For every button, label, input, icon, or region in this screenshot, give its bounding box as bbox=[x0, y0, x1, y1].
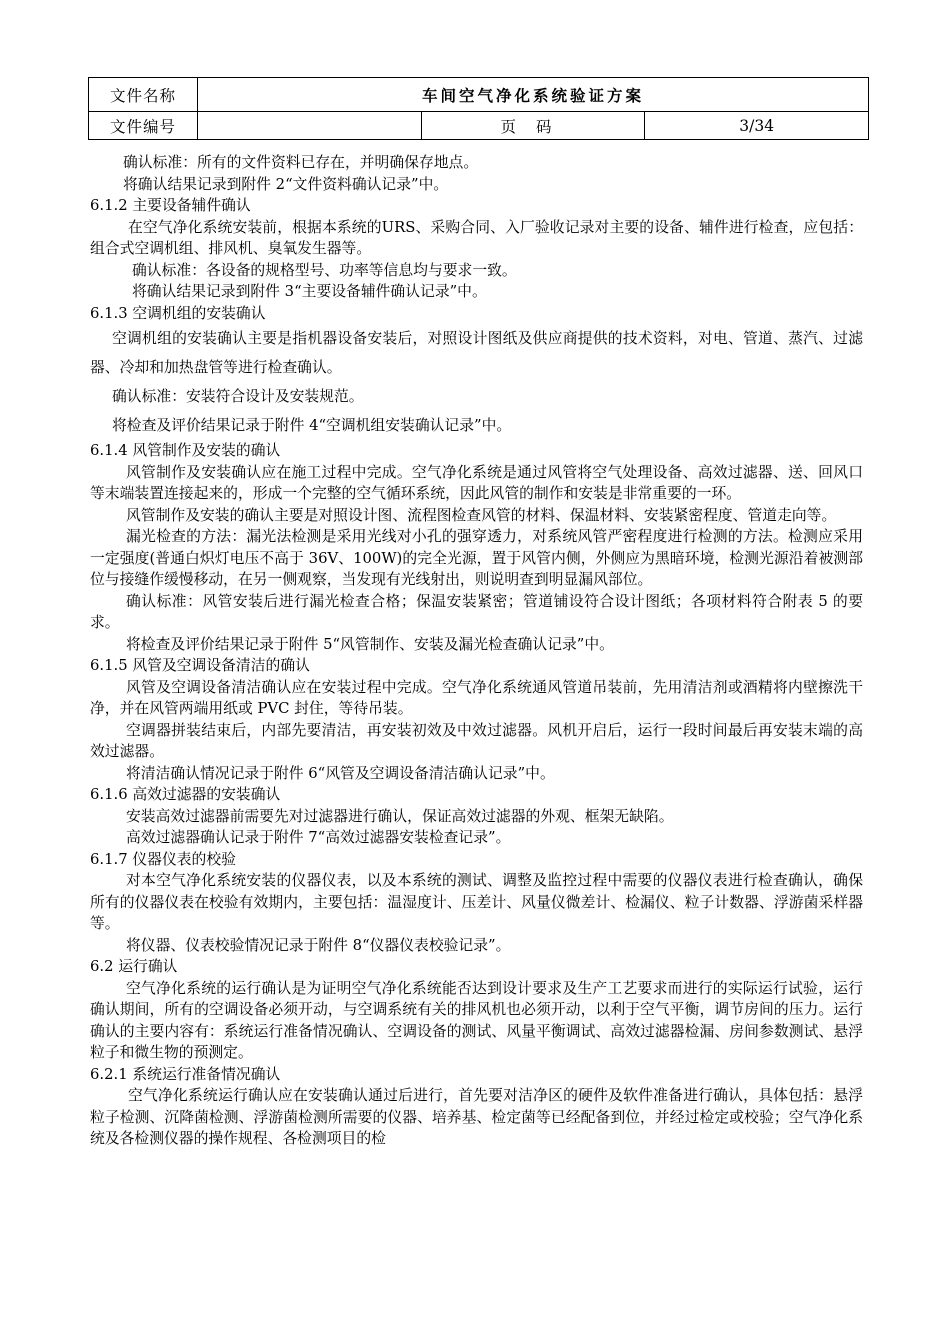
section-heading: 6.1.3 空调机组的安装确认 bbox=[90, 304, 266, 322]
doc-no-value bbox=[198, 112, 422, 140]
paragraph: 风管制作及安装确认应在施工过程中完成。空气净化系统是通过风管将空气处理设备、高效过滤器、送、回风口等末端装置连接起来的，形成一个完整的空气循环系统，因此风管的制作和安装是非常重要的一环。 bbox=[90, 463, 863, 502]
paragraph: 将清洁确认情况记录于附件 6“风管及空调设备清洁确认记录”中。 bbox=[126, 764, 555, 782]
paragraph: 漏光检查的方法：漏光法检测是采用光线对小孔的强穿透力，对系统风管严密程度进行检测的方法。检测应采用一定强度(普通白炽灯电压不高于 36V、100W)的完全光源，置于风管内侧，外侧应为黑暗环境，检测光源沿着被测部位与接缝作缓慢移动，在另一侧观察，当发现有光线射出，则说明查到明显漏风部位。 bbox=[90, 528, 863, 588]
page-label: 页码 bbox=[421, 112, 645, 140]
section-heading: 6.1.5 风管及空调设备清洁的确认 bbox=[90, 657, 310, 674]
page-number: 3/34 bbox=[645, 112, 869, 140]
paragraph: 确认标准：风管安装后进行漏光检查合格；保温安装紧密；管道铺设符合设计图纸；各项材料符合附表 5 的要求。 bbox=[90, 592, 863, 631]
paragraph: 确认标准：安装符合设计及安装规范。 bbox=[112, 388, 364, 405]
paragraph: 将仪器、仪表校验情况记录于附件 8“仪器仪表校验记录”。 bbox=[126, 936, 511, 954]
paragraph: 高效过滤器确认记录于附件 7“高效过滤器安装检查记录”。 bbox=[126, 829, 511, 846]
paragraph: 空气净化系统运行确认应在安装确认通过后进行，首先要对洁净区的硬件及软件准备进行确认，具体包括：悬浮粒子检测、沉降菌检测、浮游菌检测所需要的仪器、培养基、检定菌等已经配备到位，并经过检定或校验；空气净化系统及各检测仪器的操作规程、各检测项目的检 bbox=[90, 1087, 863, 1147]
doc-name-label: 文件名称 bbox=[89, 78, 198, 112]
paragraph: 将检查及评价结果记录于附件 5“风管制作、安装及漏光检查确认记录”中。 bbox=[126, 635, 614, 653]
paragraph: 确认标准：所有的文件资料已存在，并明确保存地点。 bbox=[123, 154, 479, 171]
section-heading: 6.2 运行确认 bbox=[90, 958, 178, 975]
doc-title: 车间空气净化系统验证方案 bbox=[198, 78, 869, 112]
document-header-table bbox=[88, 77, 869, 140]
paragraph: 空调机组的安装确认主要是指机器设备安装后，对照设计图纸及供应商提供的技术资料，对电、管道、蒸汽、过滤器、冷却和加热盘管等进行检查确认。 bbox=[90, 330, 863, 376]
paragraph: 风管制作及安装的确认主要是对照设计图、流程图检查风管的材料、保温材料、安装紧密程度、管道走向等。 bbox=[126, 506, 837, 524]
paragraph: 安装高效过滤器前需要先对过滤器进行确认，保证高效过滤器的外观、框架无缺陷。 bbox=[126, 807, 674, 825]
section-heading: 6.2.1 系统运行准备情况确认 bbox=[90, 1065, 281, 1083]
paragraph: 将检查及评价结果记录于附件 4“空调机组安装确认记录”中。 bbox=[112, 417, 512, 434]
section-heading: 6.1.6 高效过滤器的安装确认 bbox=[90, 786, 281, 803]
paragraph: 空调器拼装结束后，内部先要清洁，再安装初效及中效过滤器。风机开启后，运行一段时间最后再安装末端的高效过滤器。 bbox=[90, 721, 863, 760]
section-heading: 6.1.4 风管制作及安装的确认 bbox=[90, 442, 281, 459]
paragraph: 风管及空调设备清洁确认应在安装过程中完成。空气净化系统通风管道吊装前，先用清洁剂或酒精将内壁擦洗干净，并在风管两端用纸或 PVC 封住，等待吊装。 bbox=[90, 678, 863, 717]
section-heading: 6.1.2 主要设备辅件确认 bbox=[90, 197, 251, 214]
paragraph: 对本空气净化系统安装的仪器仪表，以及本系统的测试、调整及监控过程中需要的仪器仪表进行检查确认，确保所有的仪器仪表在校验有效期内，主要包括：温湿度计、压差计、风量仪微差计、检漏仪、粒子计数器、浮游菌采样器等。 bbox=[90, 872, 863, 932]
document-body bbox=[90, 152, 863, 1150]
paragraph: 在空气净化系统安装前，根据本系统的URS、采购合同、入厂验收记录对主要的设备、辅件进行检查，应包括：组合式空调机组、排风机、臭氧发生器等。 bbox=[90, 218, 863, 257]
doc-no-label: 文件编号 bbox=[89, 112, 198, 140]
section-heading: 6.1.7 仪器仪表的校验 bbox=[90, 850, 236, 868]
paragraph: 将确认结果记录到附件 3“主要设备辅件确认记录”中。 bbox=[132, 283, 487, 300]
paragraph: 空气净化系统的运行确认是为证明空气净化系统能否达到设计要求及生产工艺要求而进行的实际运行试验，运行确认期间，所有的空调设备必须开动，与空调系统有关的排风机也必须开动，以利于空气平衡，调节房间的压力。运行确认的主要内容有：系统运行准备情况确认、空调设备的测试、风量平衡调试、高效过滤器检漏、房间参数测试、悬浮粒子和微生物的预测定。 bbox=[90, 979, 863, 1061]
paragraph: 将确认结果记录到附件 2“文件资料确认记录”中。 bbox=[123, 175, 449, 193]
paragraph: 确认标准：各设备的规格型号、功率等信息均与要求一致。 bbox=[132, 261, 517, 279]
